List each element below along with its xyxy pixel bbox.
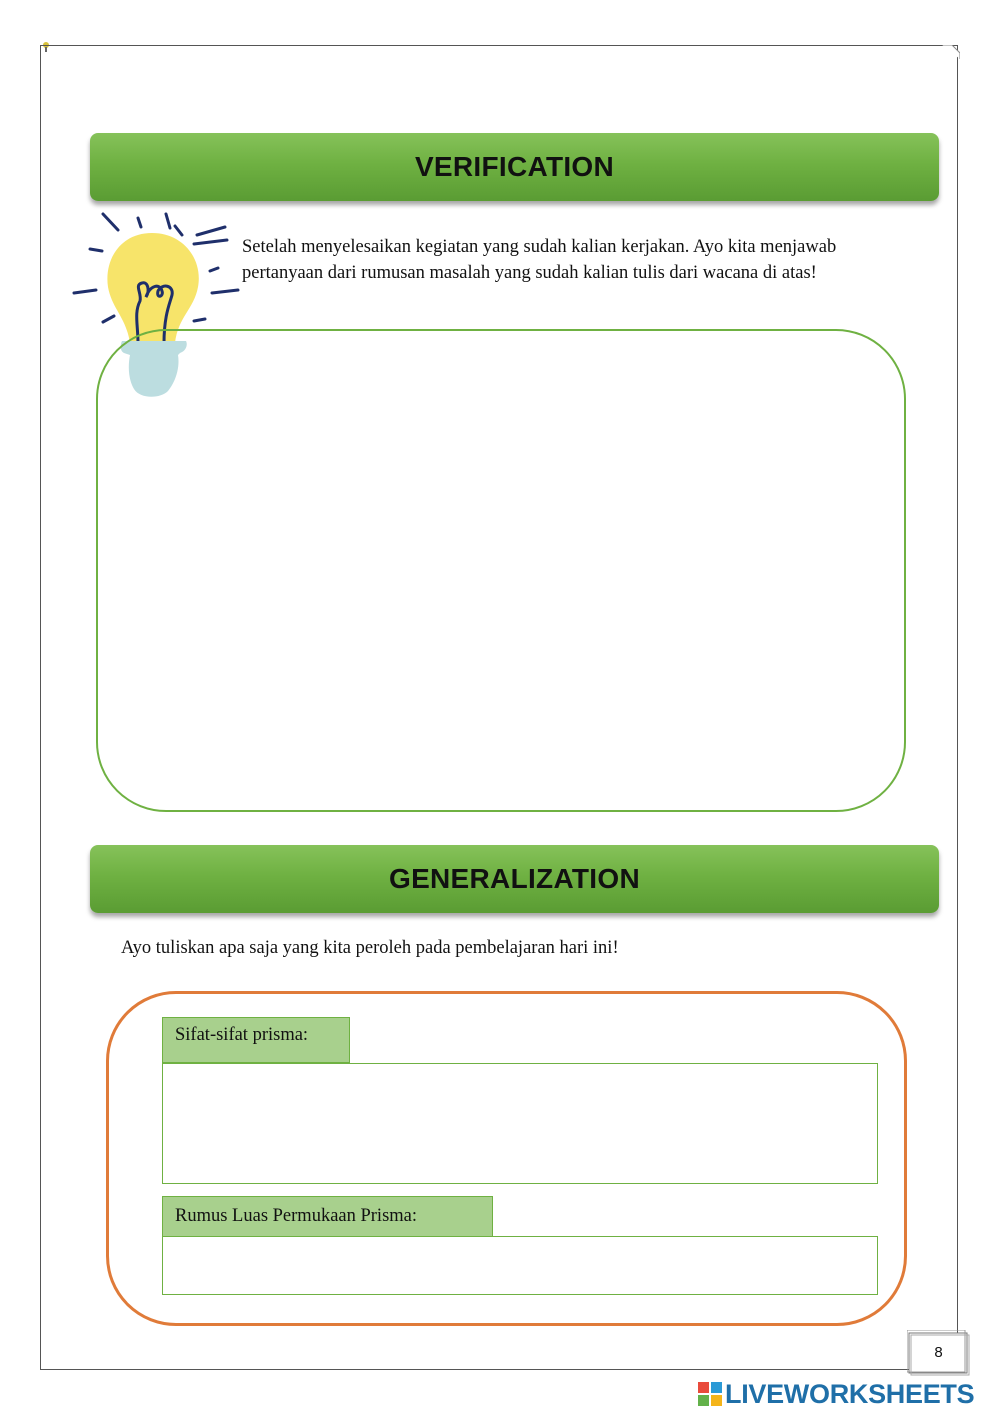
rumus-luas-field[interactable]	[162, 1236, 878, 1295]
rumus-luas-label	[162, 1196, 493, 1237]
verification-answer-box[interactable]	[96, 329, 906, 812]
verification-title: VERIFICATION	[414, 151, 615, 182]
generalization-instruction: Ayo tuliskan apa saja yang kita peroleh pada pembelajaran hari ini!	[121, 938, 619, 958]
generalization-title: GENERALIZATION	[388, 863, 640, 894]
liveworksheets-brand-text: LIVEWORKSHEETS	[725, 1378, 975, 1409]
sifat-prisma-label	[162, 1017, 350, 1063]
page-fold-corner	[942, 45, 960, 59]
sifat-prisma-field[interactable]	[162, 1063, 878, 1184]
verification-intro: Setelah menyelesaikan kegiatan yang sudah kalian kerjakan. Ayo kita menjawab pertanyaan dari rumusan masalah yang sudah kalian tulis dari wacana di atas!	[242, 237, 837, 283]
rumus-luas-label-text: Rumus Luas Permukaan Prisma:	[175, 1206, 418, 1226]
page-number-badge	[907, 1330, 970, 1376]
sifat-prisma-label-text: Sifat-sifat prisma:	[175, 1024, 309, 1045]
liveworksheets-brand[interactable]	[698, 1379, 974, 1409]
page-number: 8	[934, 1344, 943, 1361]
generalization-banner	[90, 845, 939, 913]
verification-banner	[90, 133, 939, 201]
liveworksheets-logo-icon	[698, 1382, 722, 1406]
